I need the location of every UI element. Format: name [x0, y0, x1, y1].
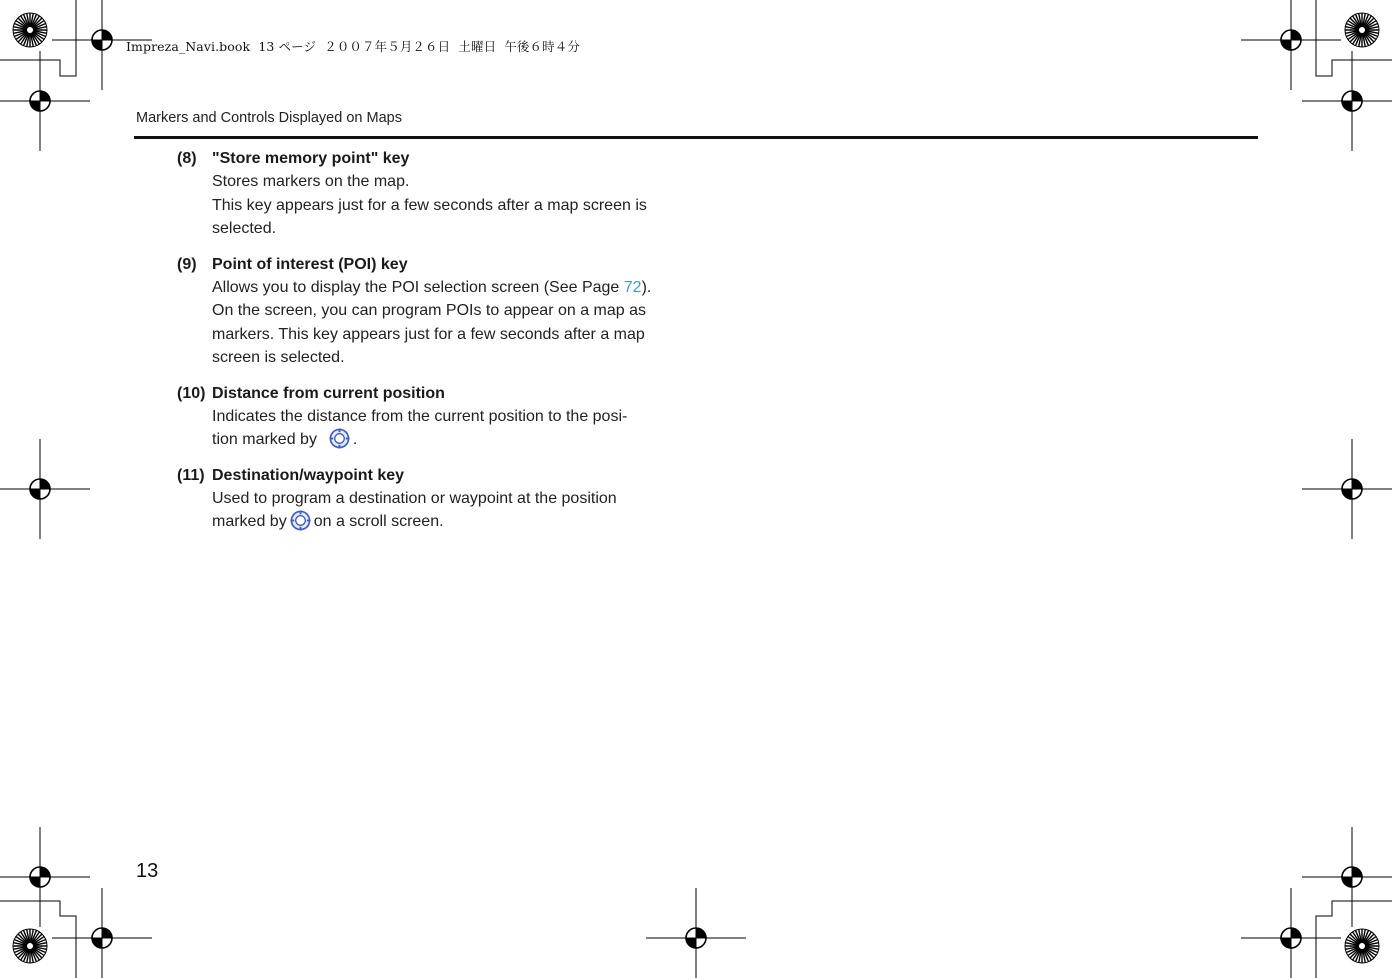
item-text-segment: marked by — [212, 513, 287, 530]
item-text: markers. This key appears just for a few seconds after a map — [212, 325, 645, 343]
position-marker-icon — [329, 428, 350, 449]
item-number: (10) — [177, 384, 206, 402]
item-text: This key appears just for a few seconds after a map screen is — [212, 196, 647, 214]
header-rule — [134, 136, 1258, 139]
item-number: (9) — [177, 255, 197, 273]
item-text: Stores markers on the map. — [212, 173, 410, 190]
page-reference-link[interactable]: 72 — [623, 278, 642, 296]
item-poi-key — [177, 253, 677, 370]
item-text: selected. — [212, 220, 277, 237]
item-text: screen is selected. — [212, 349, 345, 366]
item-number: (11) — [177, 466, 205, 484]
item-number: (8) — [177, 150, 197, 167]
item-store-memory-point — [177, 147, 677, 241]
page-number: 13 — [136, 860, 159, 882]
print-info-line: Impreza_Navi.book 13 ページ ２００７年５月２６日 土曜日 午後６時４分 — [126, 39, 580, 54]
item-text: Used to program a destination or waypoint at the position — [212, 489, 617, 507]
item-title: Point of interest (POI) key — [212, 255, 408, 273]
item-distance — [177, 382, 677, 452]
item-title: "Store memory point" key — [212, 150, 410, 167]
item-title: Distance from current position — [212, 384, 445, 402]
content — [177, 147, 677, 546]
item-text — [212, 510, 677, 534]
item-title: Destination/waypoint key — [212, 466, 405, 484]
item-text — [212, 428, 677, 452]
item-text-segment: Allows you to display the POI selection screen (See Page — [212, 278, 624, 296]
item-text-segment: tion marked by — [212, 431, 317, 448]
item-text-segment: ). — [641, 278, 652, 296]
item-text: On the screen, you can program POIs to appear on a map as — [212, 302, 647, 319]
item-text: Indicates the distance from the current position to the posi- — [212, 407, 628, 425]
item-text-segment: . — [352, 431, 358, 448]
item-text — [212, 276, 677, 300]
item-destination-waypoint-key — [177, 464, 677, 534]
running-header: Markers and Controls Displayed on Maps — [136, 110, 402, 126]
item-text-segment: on a scroll screen. — [313, 513, 444, 530]
position-marker-icon — [290, 510, 311, 531]
